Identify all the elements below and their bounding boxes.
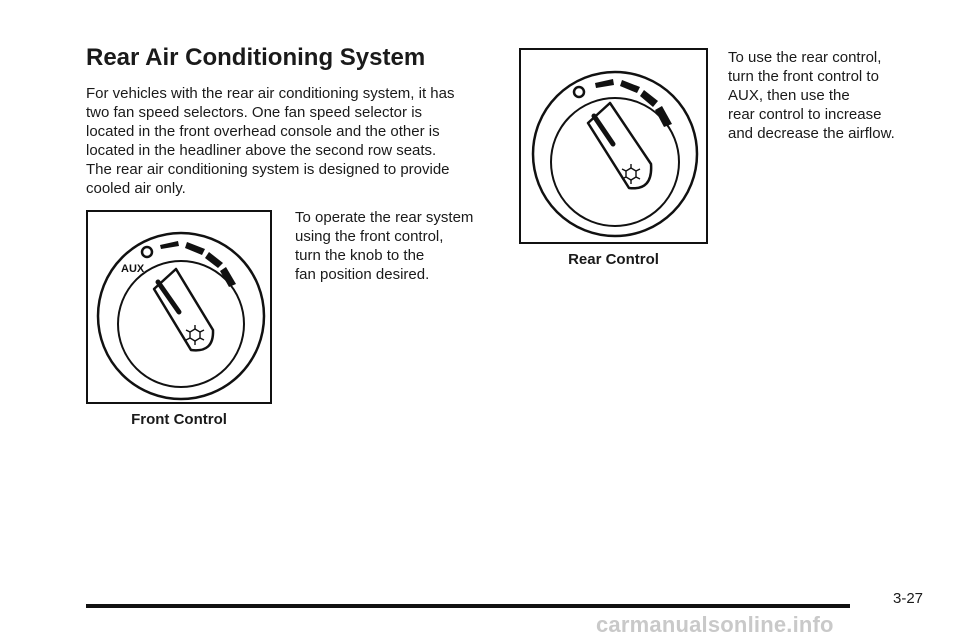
front-control-dial-illustration [88, 212, 270, 402]
instruction-line: AUX, then use the [728, 87, 850, 104]
page-number: 3-27 [893, 590, 924, 607]
instruction-line: using the front control, [295, 228, 444, 245]
intro-paragraph [86, 84, 455, 198]
watermark-text: carmanualsonline.info [596, 612, 834, 637]
footer-rule [86, 604, 850, 608]
instruction-line: fan position desired. [295, 266, 430, 283]
instruction-line: rear control to increase [728, 106, 882, 123]
instruction-line: and decrease the airflow. [728, 125, 895, 142]
aux-label: AUX [121, 263, 145, 275]
off-dot-icon [142, 247, 152, 257]
knob-pointer [154, 269, 213, 350]
intro-line: cooled air only. [86, 180, 186, 197]
rear-control-dial-illustration [521, 50, 706, 242]
front-control-caption: Front Control [131, 411, 227, 428]
instruction-line: turn the front control to [728, 68, 879, 85]
intro-line: For vehicles with the rear air conditioning system, it has [86, 85, 455, 102]
front-control-instructions [295, 208, 473, 284]
intro-line: located in the headliner above the second row seats. [86, 142, 437, 159]
intro-line: The rear air conditioning system is designed to provide [86, 161, 450, 178]
front-control-figure [86, 210, 272, 404]
intro-line: two fan speed selectors. One fan speed selector is [86, 104, 423, 121]
rear-control-caption: Rear Control [568, 251, 659, 268]
instruction-line: turn the knob to the [295, 247, 425, 264]
instruction-line: To use the rear control, [728, 49, 882, 66]
knob-pointer [588, 103, 651, 188]
intro-line: located in the front overhead console and the other is [86, 123, 440, 140]
rear-control-instructions [728, 48, 895, 143]
off-dot-icon [574, 87, 584, 97]
rear-control-figure [519, 48, 708, 244]
instruction-line: To operate the rear system [295, 209, 474, 226]
page-title: Rear Air Conditioning System [86, 44, 426, 71]
